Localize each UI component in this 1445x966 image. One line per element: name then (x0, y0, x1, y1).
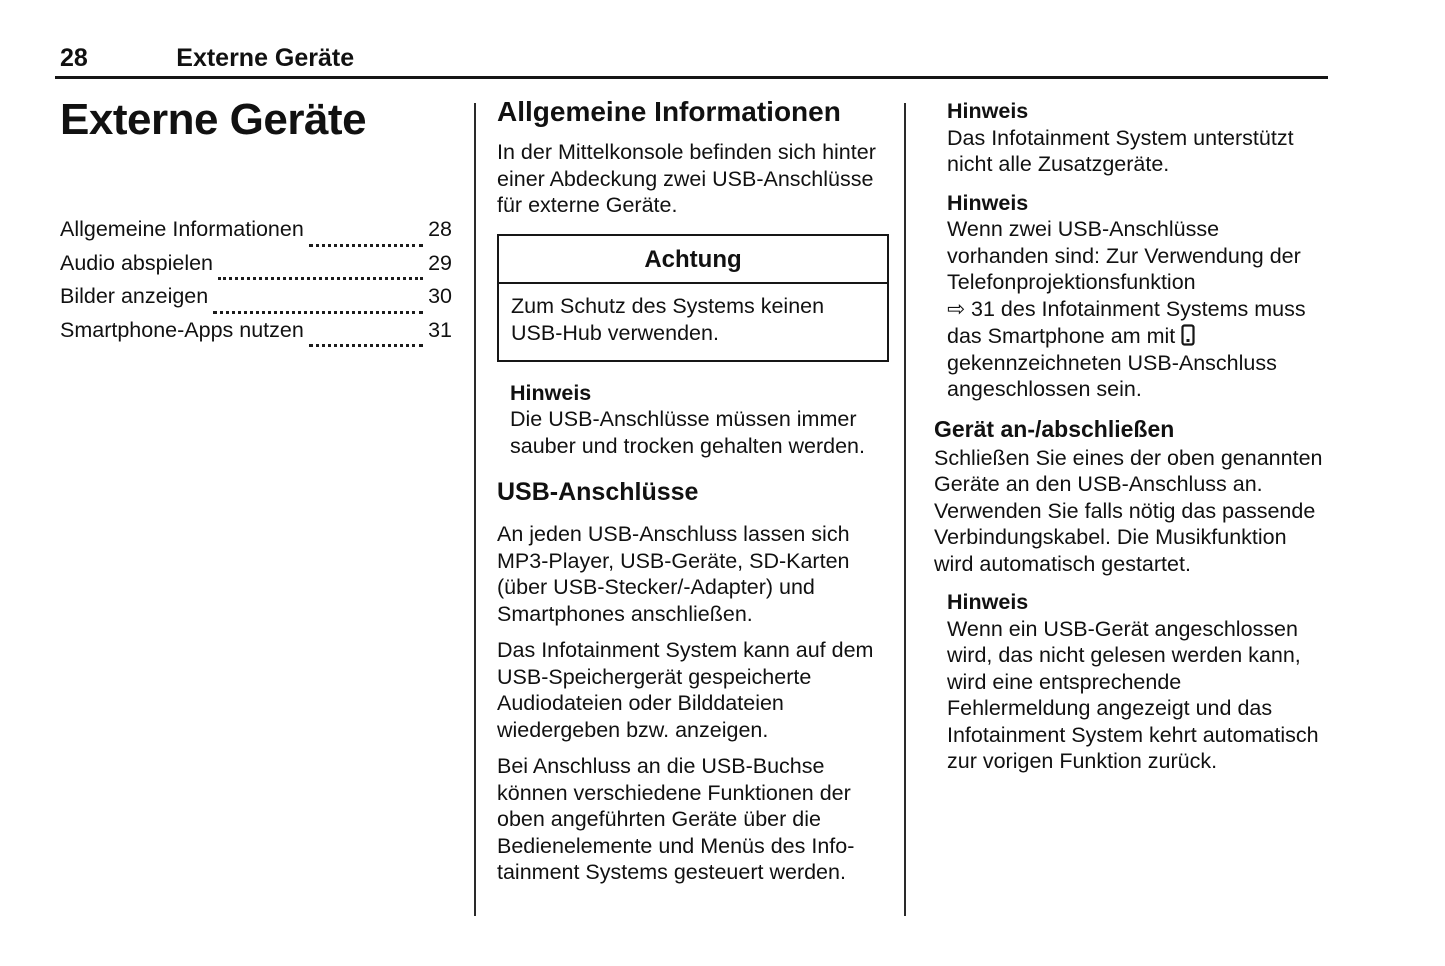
heading-geraet-an-abschliessen: Gerät an-/abschließen (934, 415, 1175, 442)
toc-page-number: 28 (428, 217, 452, 241)
chapter-title: Externe Geräte (176, 44, 355, 72)
left-column (60, 96, 452, 351)
page-reference-number: 31 (971, 296, 995, 321)
toc-leader-dots (218, 277, 423, 280)
body-paragraph: An jeden USB-Anschluss lassen sich MP3-Player, USB-Geräte, SD-Karten (über USB-Stecker/-Adapter) und Smartphones anschließen. (497, 522, 850, 626)
note-block (934, 190, 1326, 403)
arrow-right-icon: ⇨ (947, 296, 966, 322)
header-rule (55, 76, 1328, 79)
heading-usb-anschluesse: USB-Anschlüsse (497, 478, 699, 506)
note-text-segment: Wenn zwei USB-Anschlüsse vorhanden sind: Zur Verwendung der Telefonprojektionsfunktion (947, 217, 1301, 294)
note-label: Hinweis (947, 190, 1029, 215)
note-body (947, 216, 1326, 403)
smartphone-icon (1181, 324, 1195, 346)
table-of-contents (60, 217, 452, 351)
toc-leader-dots (309, 244, 423, 247)
toc-leader-dots (213, 311, 423, 314)
note-body: Die USB-Anschlüsse müssen immer sauber und trocken gehalten werden. (510, 407, 865, 458)
caution-title: Achtung (499, 236, 887, 284)
page-number: 28 (60, 44, 88, 72)
note-label: Hinweis (947, 99, 1029, 123)
body-paragraph: Bei Anschluss an die USB-Buchse können verschiedene Funktionen der oben angeführten Geräte über die Bedienelemente und Menüs des Infotainment Systems gesteuert werden. (497, 754, 855, 884)
intro-paragraph: In der Mittelkonsole befinden sich hinter einer Abdeckung zwei USB-Anschlüsse für externe Geräte. (497, 140, 876, 217)
heading-allgemeine-informationen: Allgemeine Informationen (497, 96, 841, 127)
toc-page-number: 30 (428, 284, 452, 308)
toc-leader-dots (309, 344, 423, 347)
toc-page-number: 29 (428, 250, 452, 275)
column-separator-1 (474, 103, 476, 916)
toc-label: Smartphone-Apps nutzen (60, 317, 304, 342)
note-label: Hinweis (947, 590, 1029, 614)
note-label: Hinweis (510, 380, 592, 405)
note-text-segment: des Infotainment Systems muss das Smartphone am mit (947, 296, 1306, 348)
toc-item-audio-abspielen[interactable] (60, 251, 452, 285)
note-block (497, 380, 889, 460)
body-paragraph: Das Infotainment System kann auf dem USB-Speichergerät gespeicherte Audiodateien oder Bilddateien wiedergeben bzw. anzeigen. (497, 638, 874, 742)
note-body: Das Infotainment System unterstützt nicht alle Zusatzgeräte. (947, 125, 1294, 176)
caution-body: Zum Schutz des Systems keinen USB-Hub verwenden. (511, 293, 825, 345)
toc-label: Bilder anzeigen (60, 284, 209, 308)
column-separator-2 (904, 103, 906, 916)
toc-item-smartphone-apps-nutzen[interactable] (60, 318, 452, 352)
note-block (934, 589, 1326, 775)
body-paragraph: Schließen Sie eines der oben genannten Geräte an den USB-Anschluss an. Verwenden Sie falls nötig das passende Verbindungskabel. Die Musikfunktion wird automatisch gestartet. (934, 445, 1323, 576)
page-reference-link[interactable] (947, 297, 995, 321)
toc-item-allgemeine-informationen[interactable] (60, 217, 452, 251)
right-column (934, 96, 1326, 787)
middle-column (497, 96, 889, 896)
note-body: Wenn ein USB-Gerät angeschlossen wird, das nicht gelesen werden kann, wird eine entsprechende Fehlermeldung angezeigt und das Infotainment System kehrt automatisch zur vorigen Funktion zurück. (947, 616, 1319, 773)
note-block (934, 98, 1326, 178)
page-header (60, 44, 1327, 73)
toc-item-bilder-anzeigen[interactable] (60, 284, 452, 318)
toc-label: Allgemeine Informationen (60, 217, 304, 241)
toc-page-number: 31 (428, 317, 452, 342)
section-title: Externe Geräte (60, 95, 367, 144)
note-text-segment: gekennzeichneten USB-Anschluss angeschlossen sein. (947, 350, 1277, 401)
toc-label: Audio abspielen (60, 250, 214, 275)
caution-box (497, 234, 889, 362)
